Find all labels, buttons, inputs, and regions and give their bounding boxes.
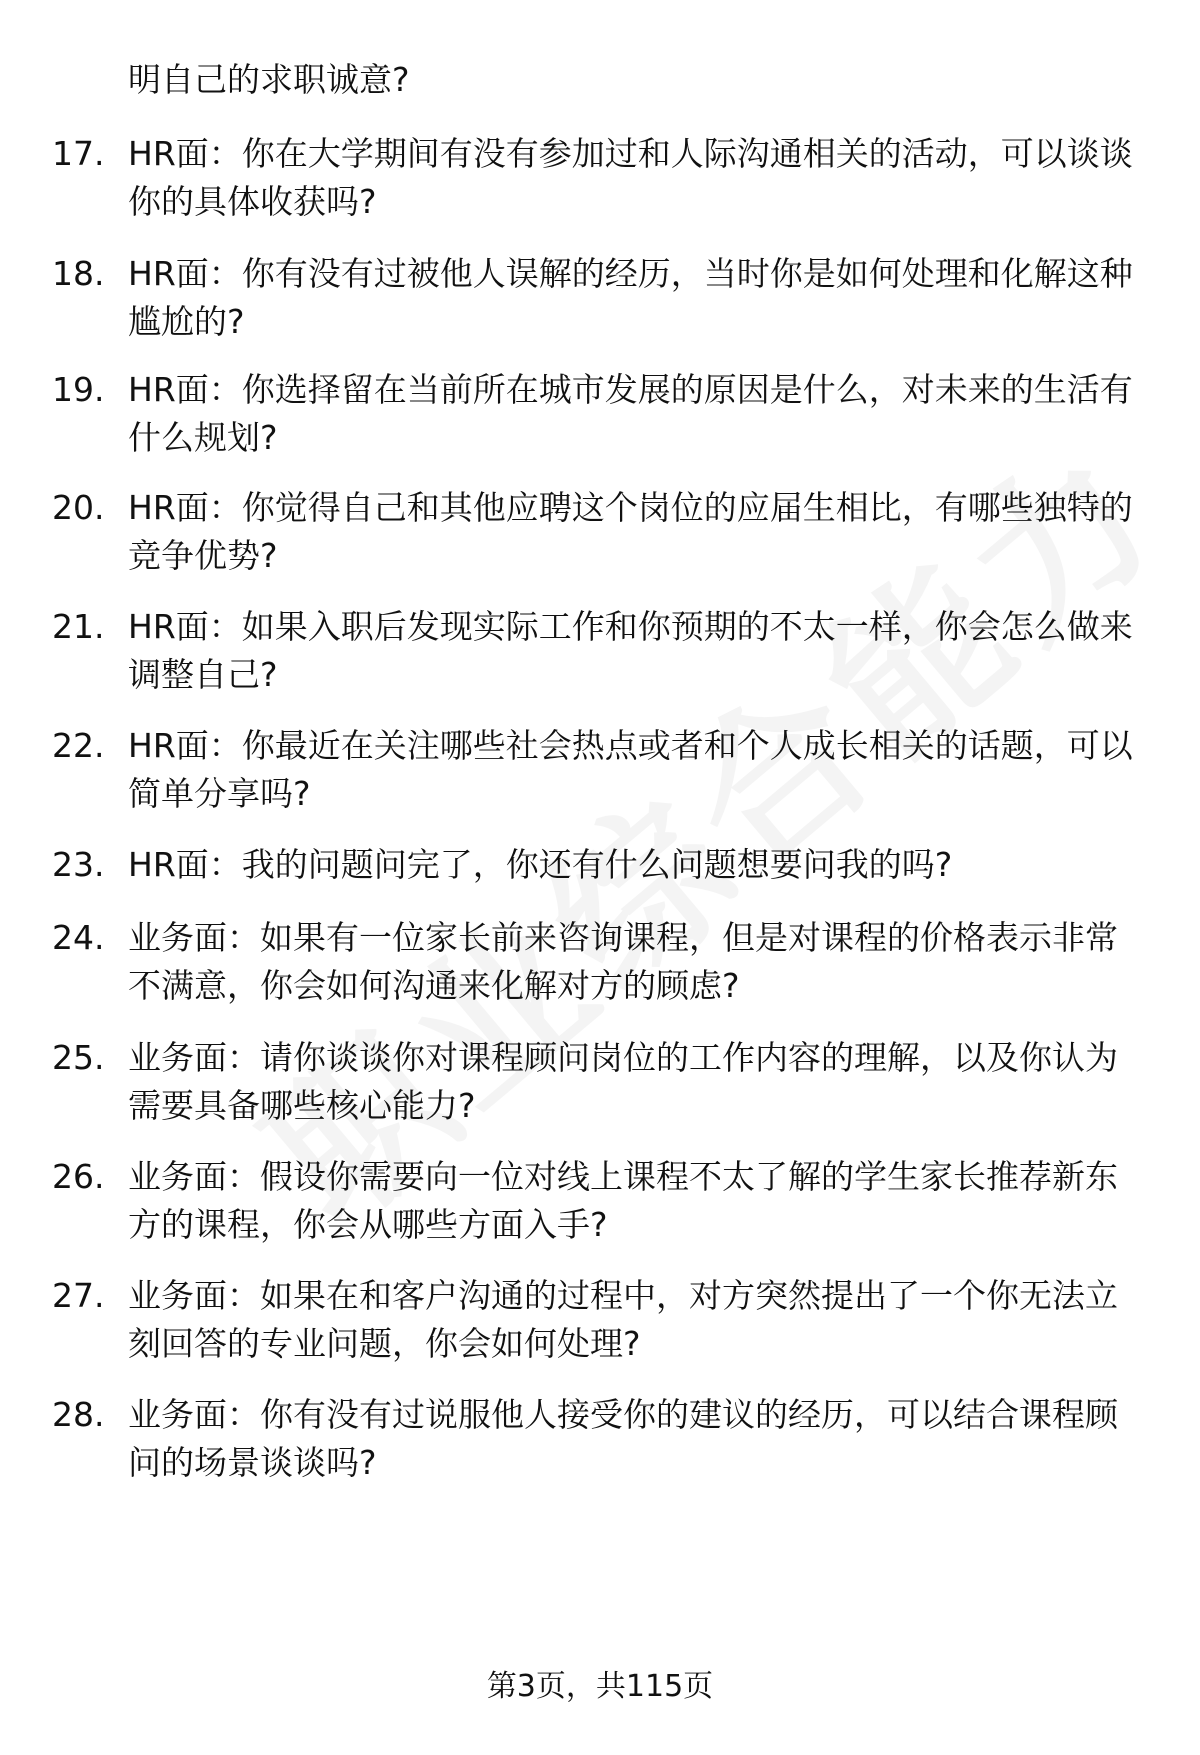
question-text: 业务面：假设你需要向一位对线上课程不太了解的学生家长推荐新东方的课程，你会从哪些方面入手? xyxy=(128,1157,1118,1244)
question-number: 17. xyxy=(52,134,105,173)
question-text: HR面：我的问题问完了，你还有什么问题想要问我的吗? xyxy=(128,845,953,884)
question-text: 业务面：你有没有过说服他人接受你的建议的经历，可以结合课程顾问的场景谈谈吗? xyxy=(128,1395,1118,1482)
question-text: 业务面：如果有一位家长前来咨询课程，但是对课程的价格表示非常不满意，你会如何沟通来化解对方的顾虑? xyxy=(128,918,1118,1005)
question-number: 26. xyxy=(52,1157,105,1196)
question-text: HR面：你有没有过被他人误解的经历，当时你是如何处理和化解这种尴尬的? xyxy=(128,254,1133,341)
question-text: 业务面：如果在和客户沟通的过程中，对方突然提出了一个你无法立刻回答的专业问题，你会如何处理? xyxy=(128,1276,1118,1363)
question-number: 20. xyxy=(52,488,105,527)
question-text: HR面：你觉得自己和其他应聘这个岗位的应届生相比，有哪些独特的竞争优势? xyxy=(128,488,1133,575)
question-number: 27. xyxy=(52,1276,105,1315)
question-text: HR面：你在大学期间有没有参加过和人际沟通相关的活动，可以谈谈你的具体收获吗? xyxy=(128,134,1133,221)
question-number: 24. xyxy=(52,918,105,957)
question-number: 19. xyxy=(52,370,105,409)
question-text: 业务面：请你谈谈你对课程顾问岗位的工作内容的理解，以及你认为需要具备哪些核心能力? xyxy=(128,1038,1118,1125)
page-footer: 第3页，共115页 xyxy=(486,1669,714,1704)
question-text: HR面：如果入职后发现实际工作和你预期的不太一样，你会怎么做来调整自己? xyxy=(128,607,1133,694)
question-number: 21. xyxy=(52,607,105,646)
question-number: 22. xyxy=(52,726,105,765)
question-number: 18. xyxy=(52,254,105,293)
question-text: HR面：你选择留在当前所在城市发展的原因是什么，对未来的生活有什么规划? xyxy=(128,370,1133,457)
question-number: 25. xyxy=(52,1038,105,1077)
question-text: HR面：你最近在关注哪些社会热点或者和个人成长相关的话题，可以简单分享吗? xyxy=(128,726,1133,813)
question-number: 23. xyxy=(52,845,105,884)
continued-question-text: 明自己的求职诚意? xyxy=(128,60,410,99)
question-number: 28. xyxy=(52,1395,105,1434)
